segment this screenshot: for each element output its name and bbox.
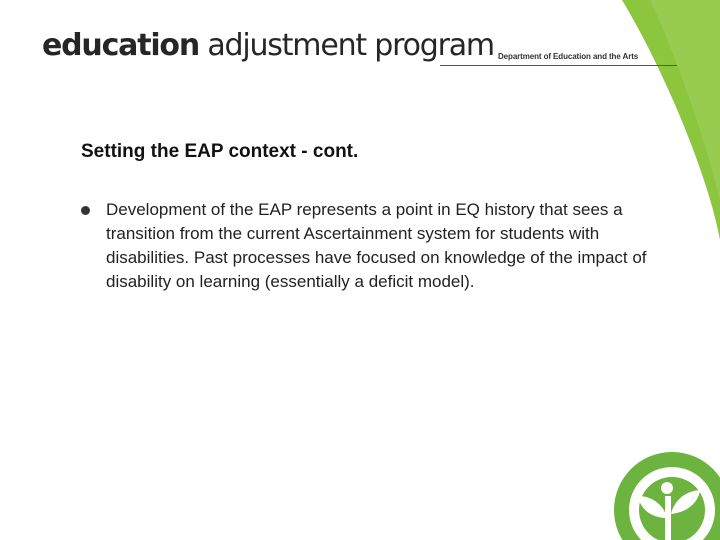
program-title — [42, 28, 494, 63]
program-title-rest: adjustment program — [199, 28, 494, 63]
slide-heading: Setting the EAP context - cont. — [81, 141, 359, 162]
bullet-text: Development of the EAP represents a point in EQ history that sees a transition from the current Ascertainment system for students with disabilities. Past processes have focused on knowledge of the impact of disability on learning (essentially a deficit model). — [106, 200, 647, 291]
header-divider — [440, 65, 677, 66]
program-title-bold: education — [42, 28, 199, 63]
list-item — [81, 198, 671, 294]
department-label: Department of Education and the Arts — [498, 52, 639, 61]
bullet-dot-icon — [81, 206, 90, 215]
bullet-list — [81, 198, 671, 294]
